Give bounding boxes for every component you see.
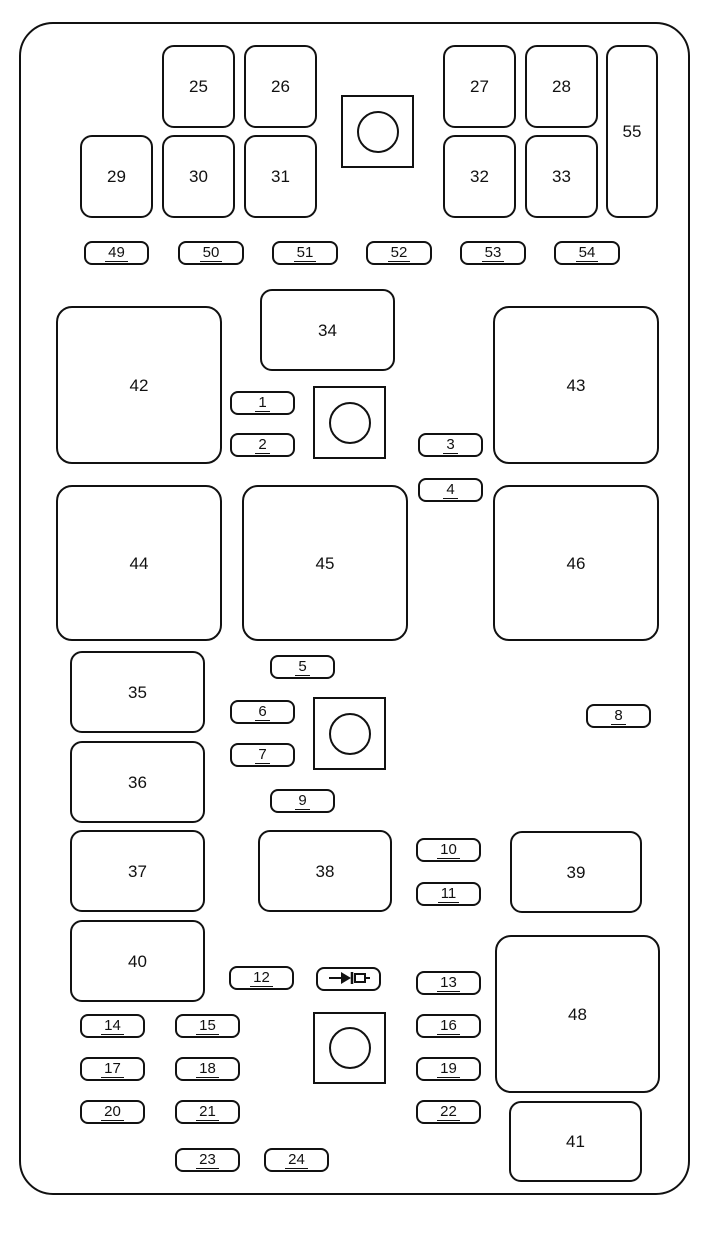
relay-31: 31 bbox=[244, 135, 317, 218]
relay-35: 35 bbox=[70, 651, 205, 733]
relay-48: 48 bbox=[495, 935, 660, 1093]
fuse-16: 16 bbox=[416, 1014, 481, 1038]
relay-36: 36 bbox=[70, 741, 205, 823]
relay-39: 39 bbox=[510, 831, 642, 913]
relay-30: 30 bbox=[162, 135, 235, 218]
relay-46: 46 bbox=[493, 485, 659, 641]
relay-27: 27 bbox=[443, 45, 516, 128]
relay-38: 38 bbox=[258, 830, 392, 912]
fuse-6: 6 bbox=[230, 700, 295, 724]
fuse-22: 22 bbox=[416, 1100, 481, 1124]
relay-34: 34 bbox=[260, 289, 395, 371]
relay-41: 41 bbox=[509, 1101, 642, 1182]
relay-37: 37 bbox=[70, 830, 205, 912]
fuse-54: 54 bbox=[554, 241, 620, 265]
fuse-19: 19 bbox=[416, 1057, 481, 1081]
relay-32: 32 bbox=[443, 135, 516, 218]
fuse-20: 20 bbox=[80, 1100, 145, 1124]
relay-40: 40 bbox=[70, 920, 205, 1002]
relay-55: 55 bbox=[606, 45, 658, 218]
relay-29: 29 bbox=[80, 135, 153, 218]
fuse-49: 49 bbox=[84, 241, 149, 265]
fuse-5: 5 bbox=[270, 655, 335, 679]
relay-25: 25 bbox=[162, 45, 235, 128]
diode-icon bbox=[316, 967, 381, 991]
fuse-7: 7 bbox=[230, 743, 295, 767]
fuse-52: 52 bbox=[366, 241, 432, 265]
fuse-53: 53 bbox=[460, 241, 526, 265]
mounting-bolt-icon bbox=[341, 95, 414, 168]
relay-45: 45 bbox=[242, 485, 408, 641]
fuse-4: 4 bbox=[418, 478, 483, 502]
fuse-11: 11 bbox=[416, 882, 481, 906]
relay-44: 44 bbox=[56, 485, 222, 641]
fuse-24: 24 bbox=[264, 1148, 329, 1172]
mounting-bolt-icon bbox=[313, 386, 386, 459]
fuse-51: 51 bbox=[272, 241, 338, 265]
relay-28: 28 bbox=[525, 45, 598, 128]
fuse-18: 18 bbox=[175, 1057, 240, 1081]
fuse-8: 8 bbox=[586, 704, 651, 728]
fuse-14: 14 bbox=[80, 1014, 145, 1038]
fuse-3: 3 bbox=[418, 433, 483, 457]
fuse-9: 9 bbox=[270, 789, 335, 813]
fuse-10: 10 bbox=[416, 838, 481, 862]
fuse-13: 13 bbox=[416, 971, 481, 995]
mounting-bolt-icon bbox=[313, 1012, 386, 1084]
relay-26: 26 bbox=[244, 45, 317, 128]
fuse-15: 15 bbox=[175, 1014, 240, 1038]
mounting-bolt-icon bbox=[313, 697, 386, 770]
fuse-12: 12 bbox=[229, 966, 294, 990]
relay-33: 33 bbox=[525, 135, 598, 218]
fuse-17: 17 bbox=[80, 1057, 145, 1081]
relay-43: 43 bbox=[493, 306, 659, 464]
relay-42: 42 bbox=[56, 306, 222, 464]
fuse-1: 1 bbox=[230, 391, 295, 415]
fuse-2: 2 bbox=[230, 433, 295, 457]
fuse-23: 23 bbox=[175, 1148, 240, 1172]
fuse-21: 21 bbox=[175, 1100, 240, 1124]
fuse-50: 50 bbox=[178, 241, 244, 265]
